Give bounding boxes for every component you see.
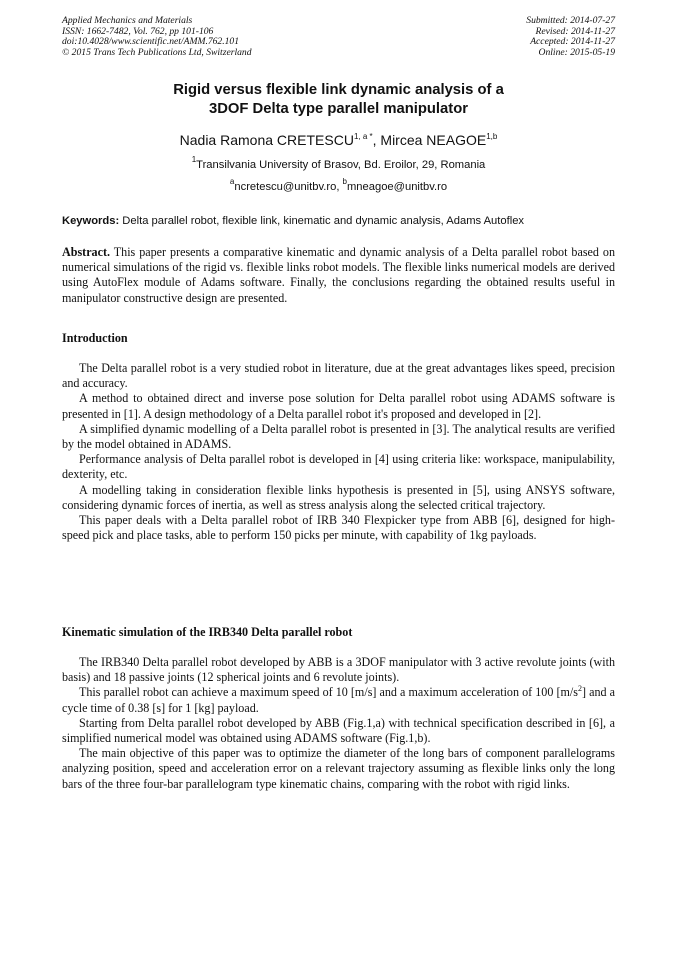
affiliation-text: Transilvania University of Brasov, Bd. Eroilor, 29, Romania: [196, 159, 486, 171]
introduction-body: [62, 361, 615, 543]
journal-copyright: © 2015 Trans Tech Publications Ltd, Switzerland: [62, 46, 252, 58]
kinematic-paragraph-4: The main objective of this paper was to optimize the diameter of the long bars of component parallelograms analyzing position, speed and acceleration error on a relevant trajectory assuming as flexible links only the long bars of the three four-bar parallelogram type kinematic chains, comparing with the robot with rigid links.: [62, 746, 615, 791]
author-emails: [62, 177, 615, 194]
exponent: 2: [577, 684, 582, 694]
paper-title: [62, 81, 615, 119]
keywords-label: Keywords:: [62, 215, 120, 227]
author-list: [62, 131, 615, 149]
submission-dates: [526, 16, 615, 58]
intro-paragraph: A simplified dynamic modelling of a Delta parallel robot is presented in [3]. The analytical results are verified by the model obtained in ADAMS.: [62, 421, 615, 452]
submitted-date: Submitted: 2014-07-27: [526, 15, 615, 26]
intro-paragraph: Performance analysis of Delta parallel robot is developed in [4] using criteria like: workspace, manipulability, dexterity, etc.: [62, 452, 615, 482]
introduction-heading: Introduction: [62, 331, 128, 345]
kinematic-body: [62, 655, 615, 792]
affiliation: [62, 155, 615, 172]
kinematic-p2-end: ] and a cycle time of 0.38 [s] for 1 [kg] payload.: [62, 685, 615, 715]
accepted-date: Accepted: 2014-11-27: [530, 36, 615, 48]
journal-issn: ISSN: 1662-7482, Vol. 762, pp 101-106: [62, 25, 214, 37]
kinematic-p2-start: This parallel robot can achieve a maximum speed of 10 [m/s] and a maximum acceleration of 100 [m/s: [79, 685, 578, 700]
kinematic-paragraph-1: The IRB340 Delta parallel robot developed by ABB is a 3DOF manipulator with 3 active revolute joints (with basis) and 18 passive joints (12 spherical joints and 6 revolute joints).: [62, 655, 615, 685]
intro-paragraph: A modelling taking in consideration flexible links hypothesis is presented in [5], using ANSYS software, considering dynamic forces of inertia, as well as stress analysis along the selected critical trajectory.: [62, 482, 615, 512]
author-1: Nadia Ramona CRETESCU: [179, 132, 354, 148]
email-b: mneagoe@unitbv.ro: [346, 181, 448, 193]
kinematic-paragraph-2: [62, 685, 615, 715]
email-a: ncretescu@unitbv.ro,: [234, 181, 343, 193]
intro-paragraph: This paper deals with a Delta parallel robot of IRB 340 Flexpicker type from ABB [6], designed for high-speed pick and place tasks, able to perform 150 picks per minute, with capability of 1kg payloads.: [62, 513, 615, 543]
online-date: Online: 2015-05-19: [538, 46, 615, 58]
author-separator: ,: [372, 132, 381, 148]
kinematic-paragraph-3: Starting from Delta parallel robot developed by ABB (Fig.1,a) with technical specification described in [6], a simplified numerical model was obtained using ADAMS software (Fig.1,b).: [62, 715, 615, 746]
keywords-text: Delta parallel robot, flexible link, kinematic and dynamic analysis, Adams Autoflex: [119, 215, 525, 227]
title-line-1: Rigid versus flexible link dynamic analysis of a: [173, 82, 504, 98]
email-a-mark: a: [229, 177, 235, 186]
keywords: [62, 214, 622, 228]
journal-doi: doi:10.4028/www.scientific.net/AMM.762.101: [62, 36, 240, 48]
intro-paragraph: The Delta parallel robot is a very studied robot in literature, due at the great advantages likes speed, precision and accuracy.: [62, 361, 615, 391]
title-line-2: 3DOF Delta type parallel manipulator: [208, 101, 468, 117]
author-1-affiliation-mark: 1, a *: [353, 132, 373, 141]
author-2-affiliation-mark: 1,b: [486, 132, 498, 141]
author-2: Mircea NEAGOE: [380, 132, 487, 148]
revised-date: Revised: 2014-11-27: [535, 25, 615, 37]
abstract: [62, 245, 615, 306]
email-b-mark: b: [342, 177, 347, 186]
intro-paragraph: A method to obtained direct and inverse pose solution for Delta parallel robot using ADAMS software is presented in [1]. A design methodology of a Delta parallel robot it's proposed and developed in [2].: [62, 391, 615, 421]
journal-name: Applied Mechanics and Materials: [62, 15, 193, 26]
kinematic-heading: Kinematic simulation of the IRB340 Delta parallel robot: [62, 625, 353, 639]
affiliation-mark: 1: [191, 155, 197, 164]
abstract-text: This paper presents a comparative kinematic and dynamic analysis of a Delta parallel robot based on numerical simulations of the rigid vs. flexible links robot models. The flexible links numerical models are derived using AutoFlex module of Adams software. Finally, the conclusions regarding the obtained results useful in manipulator constructive design are presented.: [62, 245, 615, 305]
journal-info: [62, 16, 252, 58]
abstract-label: Abstract.: [62, 245, 111, 259]
